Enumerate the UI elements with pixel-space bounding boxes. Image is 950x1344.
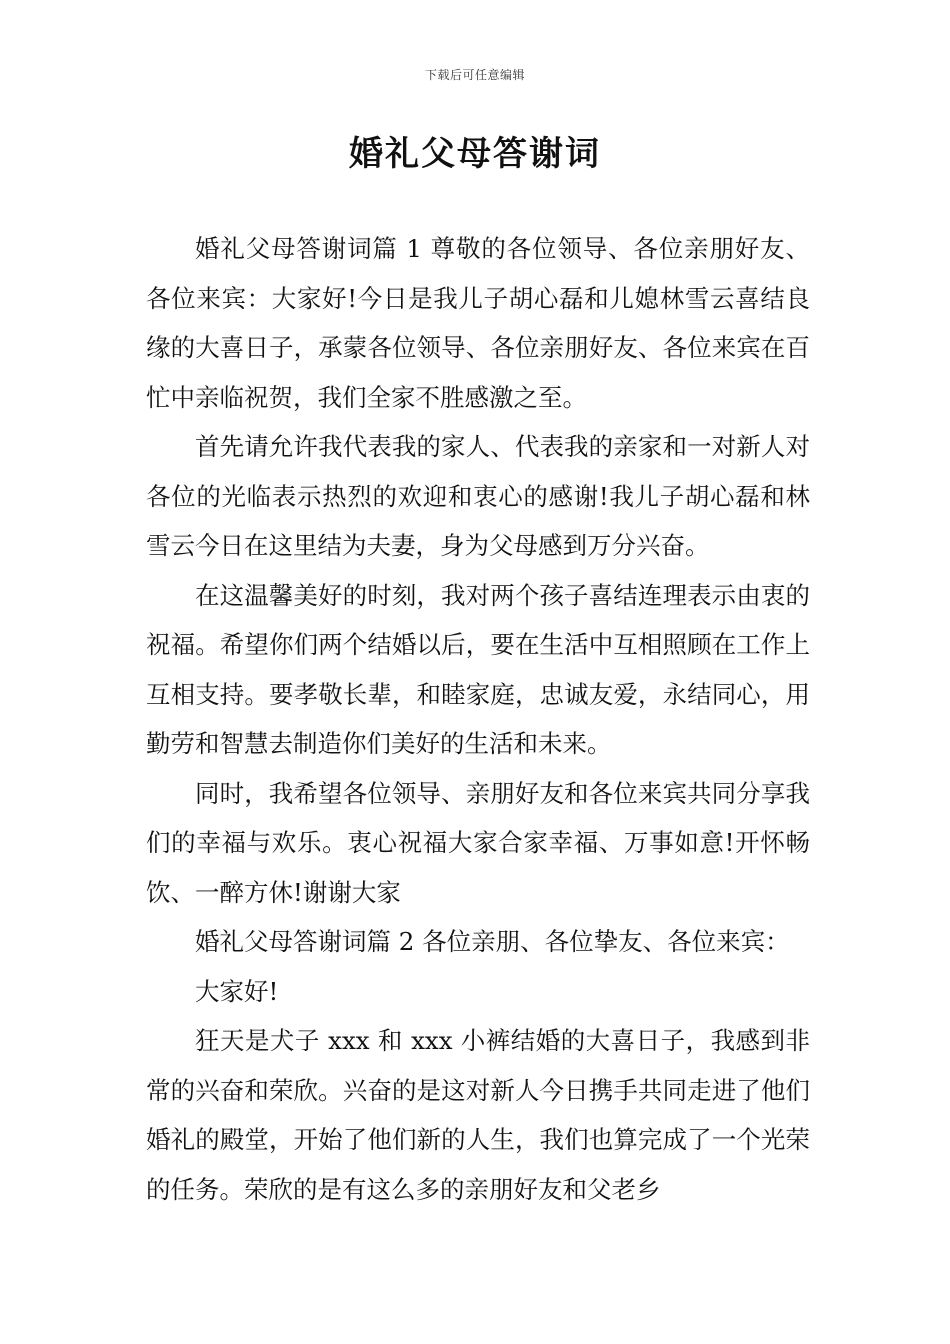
paragraph-5: 婚礼父母答谢词篇 2 各位亲朋、各位挚友、各位来宾：	[195, 927, 790, 956]
paragraph-1: 婚礼父母答谢词篇 1 尊敬的各位领导、各位亲朋好友、各位来宾：大家好!今日是我儿子胡心磊和儿媳林雪云喜结良缘的大喜日子，承蒙各位领导、各位亲朋好友、各位来宾在百忙中亲临祝贺，我们全家不胜感激之至。	[146, 234, 810, 412]
paragraph-2: 首先请允许我代表我的家人、代表我的亲家和一对新人对各位的光临表示热烈的欢迎和衷心的感谢!我儿子胡心磊和林雪云今日在这里结为夫妻，身为父母感到万分兴奋。	[146, 432, 810, 560]
paragraph-7: 狂天是犬子 xxx 和 xxx 小裤结婚的大喜日子，我感到非常的兴奋和荣欣。兴奋的是这对新人今日携手共同走进了他们婚礼的殿堂，开始了他们新的人生，我们也算完成了一个光荣的任务。荣欣的是有这么多的亲朋好友和父老乡	[146, 1026, 810, 1204]
paragraph-4: 同时，我希望各位领导、亲朋好友和各位来宾共同分享我们的幸福与欢乐。衷心祝福大家合家幸福、万事如意!开怀畅饮、一醉方休!谢谢大家	[146, 778, 810, 907]
paragraph-3: 在这温馨美好的时刻，我对两个孩子喜结连理表示由衷的祝福。希望你们两个结婚以后，要在生活中互相照顾在工作上互相支持。要孝敬长辈，和睦家庭，忠诚友爱，永结同心，用勤劳和智慧去制造你们美好的生活和未来。	[146, 580, 810, 758]
document-title: 婚礼父母答谢词	[349, 134, 601, 174]
paragraph-6: 大家好!	[195, 976, 279, 1006]
header-note: 下载后可任意编辑	[424, 68, 525, 82]
document-body	[146, 224, 810, 1214]
